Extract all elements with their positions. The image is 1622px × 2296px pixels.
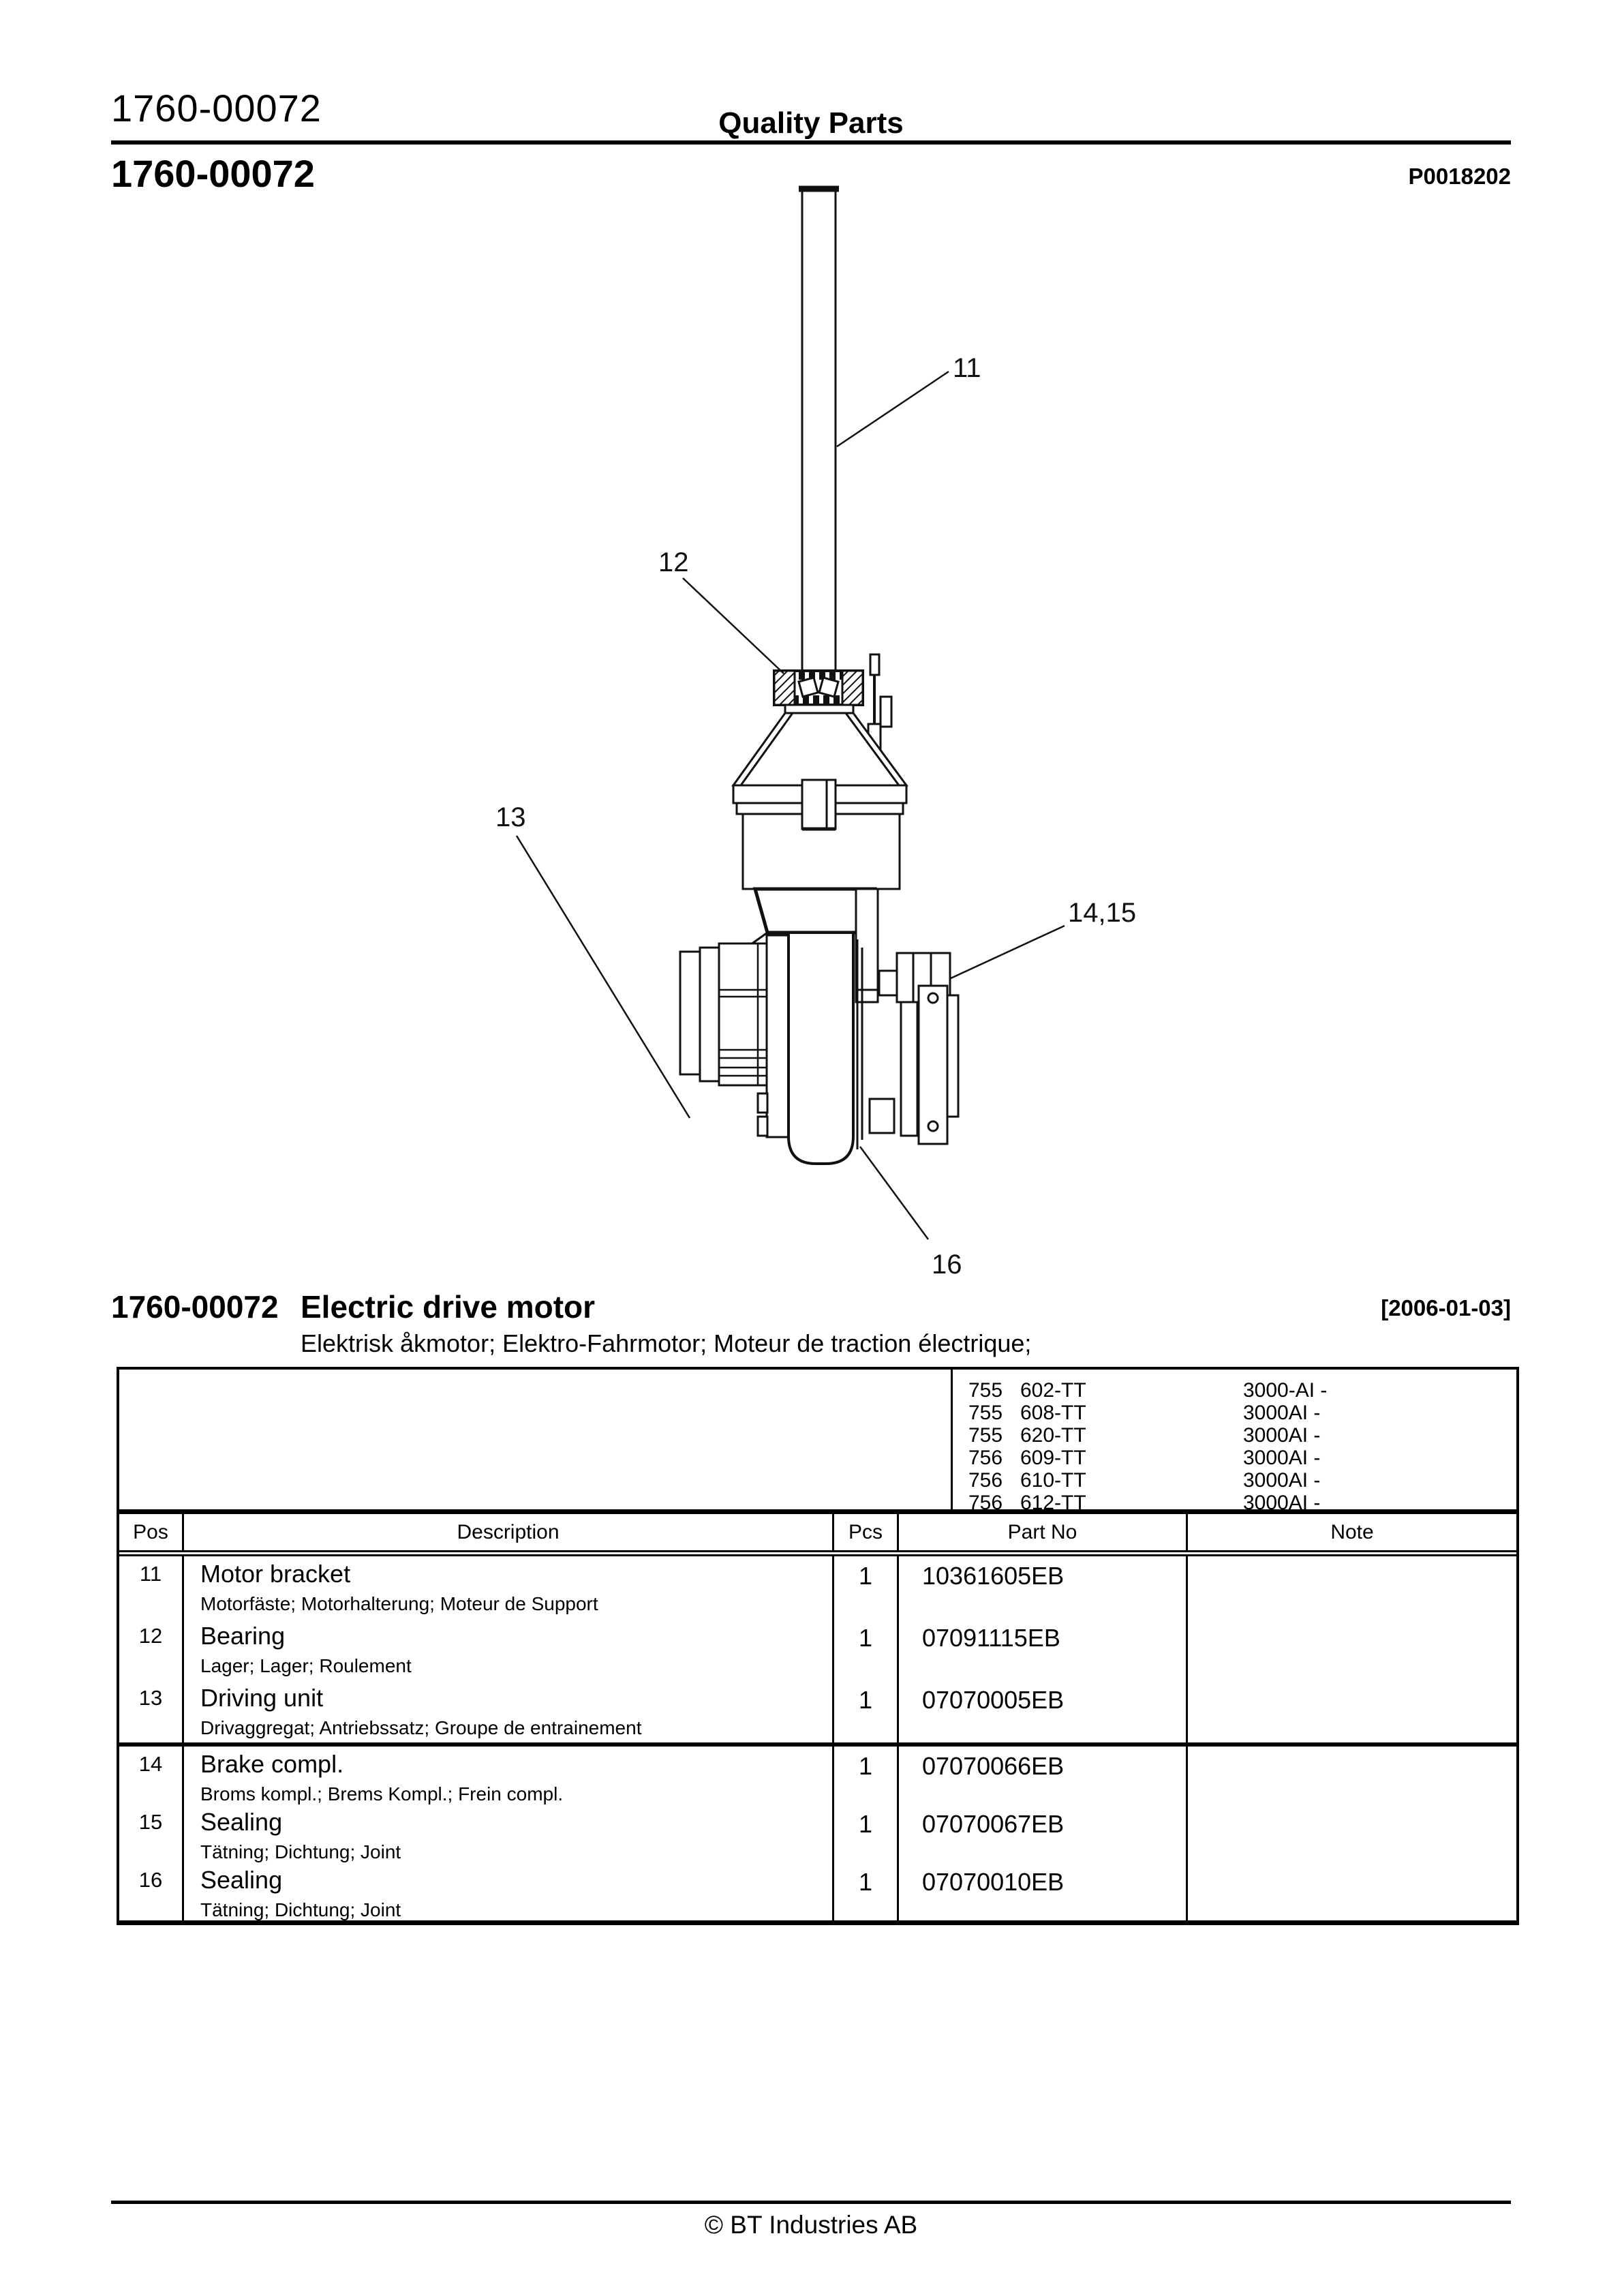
model-applicability-box [119, 1370, 1516, 1514]
table-row: 15 Sealing Tätning; Dichtung; Joint 1 07070067EB [119, 1804, 1516, 1862]
callout-label: 12 [658, 547, 689, 577]
table-header-row [119, 1514, 1516, 1552]
callout-label: 16 [932, 1250, 962, 1280]
title-translations: Elektrisk åkmotor; Elektro-Fahrmotor; Moteur de traction électrique; [301, 1329, 1032, 1357]
title-number: 1760-00072 [111, 1289, 279, 1325]
drive-shaft [799, 187, 839, 781]
leader-line [517, 836, 690, 1118]
part-note [1188, 1804, 1516, 1862]
column-header-part-no: Part No [899, 1514, 1188, 1550]
parts-table [117, 1367, 1519, 1925]
table-row: 16 Sealing Tätning; Dichtung; Joint 1 07070010EB [119, 1862, 1516, 1920]
drive-wheel [789, 933, 862, 1164]
callout-label: 13 [495, 802, 526, 832]
table-row: 12 Bearing Lager; Lager; Roulement 1 07091115EB [119, 1618, 1516, 1680]
part-description-i18n: Broms kompl.; Brems Kompl.; Frein compl. [200, 1783, 564, 1804]
part-number: 10361605EB [899, 1556, 1188, 1618]
callout-label: 14,15 [1068, 898, 1137, 928]
brand-title: Quality Parts [718, 106, 904, 140]
model-row: 755 608-TT 3000AI - [968, 1402, 1321, 1424]
models-list [968, 1379, 1327, 1514]
gearbox [680, 935, 789, 1137]
motor-housing [720, 814, 900, 1002]
part-description-i18n: Motorfäste; Motorhalterung; Moteur de Support [200, 1593, 598, 1614]
figure-reference: P0018202 [1408, 164, 1511, 189]
table-row: 11 Motor bracket Motorfäste; Motorhalterung; Moteur de Support 1 10361605EB [119, 1556, 1516, 1618]
section-number: 1760-00072 [111, 152, 315, 195]
mounting-hood [733, 713, 906, 814]
part-description: Brake compl. [200, 1750, 344, 1778]
column-header-pcs: Pcs [834, 1514, 899, 1550]
revision-date: [2006-01-03] [1381, 1295, 1511, 1320]
part-note [1188, 1680, 1516, 1742]
column-header-note: Note [1330, 1521, 1374, 1543]
callout-11 [837, 353, 981, 447]
callout-label: 11 [953, 353, 981, 383]
model-row: 755 620-TT 3000AI - [968, 1424, 1321, 1447]
page-doc-number: 1760-00072 [111, 87, 322, 130]
column-header-description: Description [184, 1514, 834, 1550]
column-header-pos: Pos [119, 1514, 184, 1550]
leader-line [951, 926, 1065, 978]
shaft-end [802, 780, 836, 829]
part-description-i18n: Tätning; Dichtung; Joint [200, 1841, 401, 1862]
part-number: 07070005EB [899, 1680, 1188, 1742]
model-row: 755 602-TT 3000-AI - [968, 1379, 1328, 1402]
part-description-i18n: Lager; Lager; Roulement [200, 1655, 412, 1676]
leader-line [860, 1147, 928, 1239]
part-description: Driving unit [200, 1684, 324, 1712]
footer-rule [111, 2201, 1511, 2204]
part-note [1188, 1862, 1516, 1920]
leader-line [683, 578, 784, 674]
model-row: 756 610-TT 3000AI - [968, 1469, 1321, 1492]
part-description: Sealing [200, 1866, 283, 1894]
part-description: Motor bracket [200, 1560, 351, 1588]
part-number: 07070067EB [899, 1804, 1188, 1862]
callout-14-15 [951, 898, 1136, 978]
callout-16 [860, 1147, 962, 1280]
part-note [1188, 1618, 1516, 1680]
brake-assembly [870, 953, 958, 1144]
part-description: Bearing [200, 1622, 286, 1650]
brake-rod [868, 654, 891, 814]
part-note [1188, 1556, 1516, 1618]
part-number: 07070010EB [899, 1862, 1188, 1920]
part-description: Sealing [200, 1808, 283, 1836]
models-divider [951, 1370, 953, 1509]
part-description-i18n: Drivaggregat; Antriebssatz; Groupe de entrainement [200, 1717, 642, 1738]
header-rule [111, 140, 1511, 145]
page-title: Electric drive motor [301, 1289, 596, 1325]
model-row: 756 609-TT 3000AI - [968, 1447, 1321, 1469]
callout-13 [495, 802, 690, 1118]
callout-12 [658, 547, 784, 674]
part-number: 07091115EB [899, 1618, 1188, 1680]
table-row: 13 Driving unit Drivaggregat; Antriebssatz; Groupe de entrainement 1 07070005EB [119, 1680, 1516, 1742]
part-number: 07070066EB [899, 1747, 1188, 1804]
part-note [1188, 1747, 1516, 1804]
copyright-text: © BT Industries AB [704, 2211, 918, 2239]
part-description-i18n: Tätning; Dichtung; Joint [200, 1899, 401, 1920]
model-row: 756 612-TT 3000AI - [968, 1492, 1321, 1514]
table-row: 14 Brake compl. Broms kompl.; Brems Kompl.; Frein compl. 1 07070066EB [119, 1742, 1516, 1804]
leader-line [837, 372, 949, 447]
bearing [774, 671, 863, 713]
